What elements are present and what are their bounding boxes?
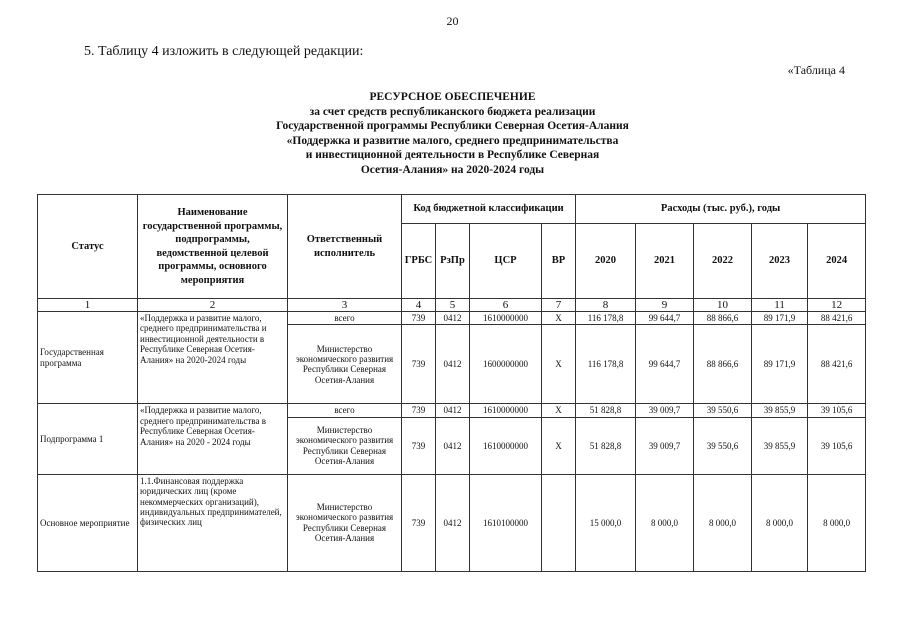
name-cell: «Поддержка и развитие малого, среднего предпринимательства в Республике Северная Осетия-Алания» на 2020 - 2024 годы	[138, 404, 288, 474]
expense-cell: 39 009,7	[636, 404, 694, 417]
expense-cell: 39 105,6	[808, 404, 866, 417]
column-number: 6	[470, 299, 542, 312]
executor-cell: Министерство экономического развития Республики Северная Осетия-Алания	[288, 417, 402, 474]
expense-cell: 39 855,9	[752, 404, 808, 417]
status-cell: Государственная программа	[38, 312, 138, 404]
vr-cell: X	[542, 404, 576, 417]
column-number: 8	[576, 299, 636, 312]
expense-cell: 8 000,0	[694, 474, 752, 571]
column-number: 4	[402, 299, 436, 312]
vr-cell	[542, 474, 576, 571]
expense-cell: 39 009,7	[636, 417, 694, 474]
column-number-row	[38, 299, 866, 312]
grbs-cell: 739	[402, 417, 436, 474]
header-executor: Ответственный исполнитель	[288, 195, 402, 299]
expense-cell: 51 828,8	[576, 417, 636, 474]
column-number: 10	[694, 299, 752, 312]
expense-cell: 51 828,8	[576, 404, 636, 417]
expense-cell: 99 644,7	[636, 312, 694, 325]
column-number: 9	[636, 299, 694, 312]
column-number: 12	[808, 299, 866, 312]
expense-cell: 8 000,0	[808, 474, 866, 571]
header-year-2023: 2023	[752, 224, 808, 299]
header-vr: ВР	[542, 224, 576, 299]
expense-cell: 116 178,8	[576, 312, 636, 325]
expense-cell: 15 000,0	[576, 474, 636, 571]
header-year-2021: 2021	[636, 224, 694, 299]
column-number: 2	[138, 299, 288, 312]
intro-paragraph: 5. Таблицу 4 изложить в следующей редакции:	[84, 44, 364, 59]
expense-cell: 88 421,6	[808, 312, 866, 325]
table-row-total	[38, 404, 866, 417]
csr-cell: 1610000000	[470, 312, 542, 325]
expense-cell: 116 178,8	[576, 325, 636, 404]
column-number: 5	[436, 299, 470, 312]
title-line: «Поддержка и развитие малого, среднего предпринимательства	[286, 134, 619, 147]
rzpr-cell: 0412	[436, 417, 470, 474]
header-year-2020: 2020	[576, 224, 636, 299]
vr-cell: X	[542, 312, 576, 325]
expense-cell: 8 000,0	[752, 474, 808, 571]
executor-cell: Министерство экономического развития Республики Северная Осетия-Алания	[288, 325, 402, 404]
grbs-cell: 739	[402, 312, 436, 325]
status-cell: Основное мероприятие	[38, 474, 138, 571]
expense-cell: 8 000,0	[636, 474, 694, 571]
rzpr-cell: 0412	[436, 474, 470, 571]
status-cell: Подпрограмма 1	[38, 404, 138, 474]
name-cell: 1.1.Финансовая поддержка юридических лиц (кроме некоммерческих организаций), индивидуальных предпринимателей, физических лиц	[138, 474, 288, 571]
header-expenses: Расходы (тыс. руб.), годы	[576, 195, 866, 224]
rzpr-cell: 0412	[436, 404, 470, 417]
title-line: РЕСУРСНОЕ ОБЕСПЕЧЕНИЕ	[369, 91, 536, 103]
vr-cell: X	[542, 325, 576, 404]
csr-cell: 1610100000	[470, 474, 542, 571]
column-number: 7	[542, 299, 576, 312]
header-status: Статус	[38, 195, 138, 299]
resource-table	[37, 194, 866, 572]
expense-cell: 88 421,6	[808, 325, 866, 404]
expense-cell: 39 105,6	[808, 417, 866, 474]
header-budget-code: Код бюджетной классификации	[402, 195, 576, 224]
table-row-total	[38, 312, 866, 325]
expense-cell: 89 171,9	[752, 312, 808, 325]
title-line: за счет средств республиканского бюджета реализации	[309, 105, 596, 118]
expense-cell: 88 866,6	[694, 325, 752, 404]
csr-cell: 1610000000	[470, 404, 542, 417]
column-number: 3	[288, 299, 402, 312]
csr-cell: 1610000000	[470, 417, 542, 474]
title-line: и инвестиционной деятельности в Республике Северная	[305, 149, 600, 162]
executor-cell: всего	[288, 404, 402, 417]
header-year-2022: 2022	[694, 224, 752, 299]
executor-cell: Министерство экономического развития Республики Северная Осетия-Алания	[288, 474, 402, 571]
header-year-2024: 2024	[808, 224, 866, 299]
header-csr: ЦСР	[470, 224, 542, 299]
expense-cell: 89 171,9	[752, 325, 808, 404]
table-row-detail	[38, 474, 866, 571]
expense-cell: 39 855,9	[752, 417, 808, 474]
title-line: Осетия-Алания» на 2020-2024 годы	[360, 163, 545, 176]
document-title	[0, 90, 905, 178]
expense-cell: 88 866,6	[694, 312, 752, 325]
grbs-cell: 739	[402, 474, 436, 571]
header-rzpr: РзПр	[436, 224, 470, 299]
expense-cell: 99 644,7	[636, 325, 694, 404]
expense-cell: 39 550,6	[694, 417, 752, 474]
column-number: 11	[752, 299, 808, 312]
table-reference: «Таблица 4	[787, 63, 845, 77]
name-cell: «Поддержка и развитие малого, среднего предпринимательства и инвестиционной деятельности в Республике Северная Осетия-Алания» на 2020-2024 годы	[138, 312, 288, 404]
expense-cell: 39 550,6	[694, 404, 752, 417]
executor-cell: всего	[288, 312, 402, 325]
page-number: 20	[446, 14, 459, 28]
rzpr-cell: 0412	[436, 312, 470, 325]
grbs-cell: 739	[402, 404, 436, 417]
title-line: Государственной программы Республики Северная Осетия-Алания	[276, 120, 629, 133]
header-name: Наименование государственной программы, подпрограммы, ведомственной целевой программы, основного мероприятия	[138, 195, 288, 299]
table-body	[38, 312, 866, 572]
header-grbs: ГРБС	[402, 224, 436, 299]
vr-cell: X	[542, 417, 576, 474]
grbs-cell: 739	[402, 325, 436, 404]
csr-cell: 1600000000	[470, 325, 542, 404]
column-number: 1	[38, 299, 138, 312]
rzpr-cell: 0412	[436, 325, 470, 404]
